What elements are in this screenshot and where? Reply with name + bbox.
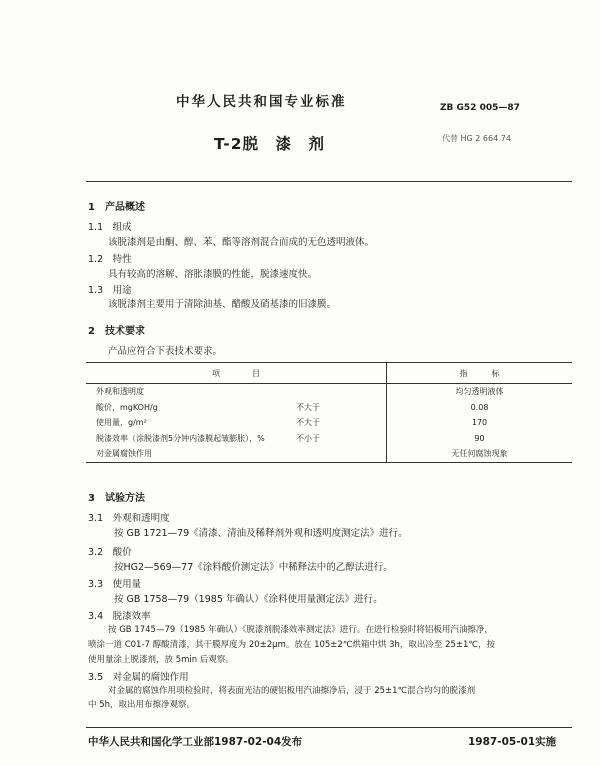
row-value: 0.08 [387,400,573,416]
section-3-3-text: 按 GB 1758—79（1985 年确认）《涂料使用量测定法》进行。 [114,594,383,605]
document-title: T-2脱 漆 剂 [214,135,326,153]
section-3-1-heading: 3.1 外观和透明度 [88,513,170,524]
section-3-2-heading: 3.2 酸价 [88,547,132,558]
row-value: 无任何腐蚀现象 [387,446,573,462]
standard-code: ZB G52 005—87 [440,103,520,113]
row-value: 90 [387,431,573,447]
section-1-2-heading: 1.2 特性 [88,254,132,265]
section-1-1-text: 该脱漆剂是由酮、醇、苯、酯等溶剂混合而成的无色透明液体。 [108,237,375,248]
section-3-4-line: 喷涂一道 C01-7 醇酸清漆，其干膜厚度为 20±2μm。放在 105±2℃烘箱中烘 3h，取出冷至 25±1℃，按 [88,640,495,650]
section-3-2-text: 按HG2—569—77《涂料酸价测定法》中稀释法中的乙醇法进行。 [114,562,393,573]
row-condition: 不小于 [296,433,320,443]
section-1-1-heading: 1.1 组成 [88,222,132,233]
section-1-heading: 1 产品概述 [88,202,145,213]
section-1-3-heading: 1.3 用途 [88,285,132,296]
replaces-note: 代替 HG 2 664 74 [442,134,511,143]
table-header-value: 指 标 [387,363,573,384]
table-row [86,384,572,400]
row-item: 外观和透明度 [96,387,144,397]
row-item: 脱漆效率（涂脱漆剂5分钟内漆膜起皱膨胀），% [96,433,265,443]
issuer: 中华人民共和国化学工业部1987-02-04发布 [88,736,303,748]
section-3-3-heading: 3.3 使用量 [88,579,142,590]
section-3-5-heading: 3.5 对金属的腐蚀作用 [88,672,189,683]
table-row [86,400,572,416]
effective-date: 1987-05-01实施 [468,736,557,748]
row-value: 均匀透明液体 [387,384,573,400]
section-3-5-line: 对金属的腐蚀作用项检验时，将表面光洁的硬铝板用汽油擦净后，浸于 25±1℃混合均匀的脱漆剂 [108,686,476,696]
section-2-intro: 产品应符合下表技术要求。 [108,346,223,357]
row-value: 170 [387,415,573,431]
section-3-4-heading: 3.4 脱漆效率 [88,611,151,622]
header-rule [86,181,572,182]
section-3-heading: 3 试验方法 [88,493,145,504]
section-3-5-line: 中 5h，取出用布擦净观察。 [88,700,195,710]
agency-title: 中华人民共和国专业标准 [176,94,347,110]
row-item: 酸价，mgKOH/g [96,402,158,412]
row-item: 使用量，g/m² [96,418,147,428]
table-header-item: 项 目 [86,363,387,384]
requirements-table [86,362,572,463]
section-3-4-line: 按 GB 1745—79（1985 年确认）《脱漆剂脱漆效率测定法》进行。在进行检验时将铝板用汽油擦净， [108,625,493,635]
section-1-3-text: 该脱漆剂主要用于清除油基、醋酸及硝基漆的旧漆膜。 [108,299,337,310]
row-condition: 不大于 [296,402,320,412]
row-condition [296,384,387,400]
table-row [86,446,572,462]
footer-rule [86,727,572,728]
row-condition: 不大于 [296,418,320,428]
row-item: 对金属腐蚀作用 [86,446,296,462]
table-row [86,415,572,431]
section-2-heading: 2 技术要求 [88,326,145,337]
section-3-4-line: 使用量涂上脱漆剂，放 5min 后观察。 [88,655,234,665]
table-row [86,431,572,447]
row-condition [296,446,387,462]
section-1-2-text: 具有较高的溶解、溶胀漆膜的性能，脱漆速度快。 [108,269,318,280]
section-3-1-text: 按 GB 1721—79《清漆、清油及稀释剂外观和透明度测定法》进行。 [114,528,408,539]
